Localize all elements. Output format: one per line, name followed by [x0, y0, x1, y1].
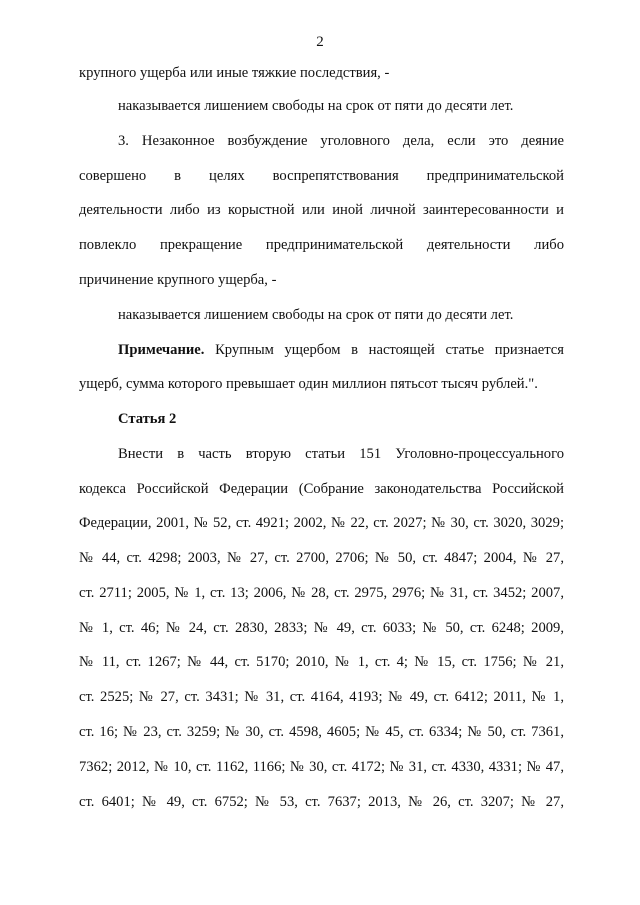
text-line: 7362; 2012, № 10, ст. 1162, 1166; № 30, ст. 4172; № 31, ст. 4330, 4331; № 47,	[79, 759, 564, 775]
text-line: ст. 2525; № 27, ст. 3431; № 31, ст. 4164, 4193; № 49, ст. 6412; 2011, № 1,	[79, 689, 564, 705]
text-line: повлекло прекращение предпринимательской деятельности либо	[79, 237, 564, 253]
text-line: № 1, ст. 46; № 24, ст. 2830, 2833; № 49, ст. 6033; № 50, ст. 6248; 2009,	[79, 620, 564, 636]
text-line: наказывается лишением свободы на срок от пяти до десяти лет.	[118, 98, 514, 114]
text-line: Внести в часть вторую статьи 151 Уголовно-процессуального	[118, 446, 564, 462]
text-line: № 11, ст. 1267; № 44, ст. 5170; 2010, № 1, ст. 4; № 15, ст. 1756; № 21,	[79, 654, 564, 670]
text-line: кодекса Российской Федерации (Собрание законодательства Российской	[79, 481, 564, 497]
text-line: совершено в целях воспрепятствования предпринимательской	[79, 168, 564, 184]
text-line: наказывается лишением свободы на срок от пяти до десяти лет.	[118, 307, 514, 323]
article-heading: Статья 2	[118, 411, 177, 427]
note-label: Примечание.	[118, 342, 205, 358]
text-line: № 44, ст. 4298; 2003, № 27, ст. 2700, 2706; № 50, ст. 4847; 2004, № 27,	[79, 550, 564, 566]
note-line: ущерб, сумма которого превышает один миллион пятьсот тысяч рублей.".	[79, 376, 538, 392]
text-line: 3. Незаконное возбуждение уголовного дела, если это деяние	[118, 133, 564, 149]
page-number: 2	[316, 34, 324, 50]
text-line: ст. 2711; 2005, № 1, ст. 13; 2006, № 28, ст. 2975, 2976; № 31, ст. 3452; 2007,	[79, 585, 564, 601]
text-line: ст. 6401; № 49, ст. 6752; № 53, ст. 7637; 2013, № 26, ст. 3207; № 27,	[79, 794, 564, 810]
text-line: Федерации, 2001, № 52, ст. 4921; 2002, № 22, ст. 2027; № 30, ст. 3020, 3029;	[79, 515, 564, 531]
text-line: ст. 16; № 23, ст. 3259; № 30, ст. 4598, 4605; № 45, ст. 6334; № 50, ст. 7361,	[79, 724, 564, 740]
text-line: крупного ущерба или иные тяжкие последствия, -	[79, 65, 390, 81]
text-line: деятельности либо из корыстной или иной личной заинтересованности и	[79, 202, 564, 218]
note-text: Крупным ущербом в настоящей статье признается	[215, 342, 564, 358]
text-line: причинение крупного ущерба, -	[79, 272, 277, 288]
note-line	[118, 341, 564, 359]
